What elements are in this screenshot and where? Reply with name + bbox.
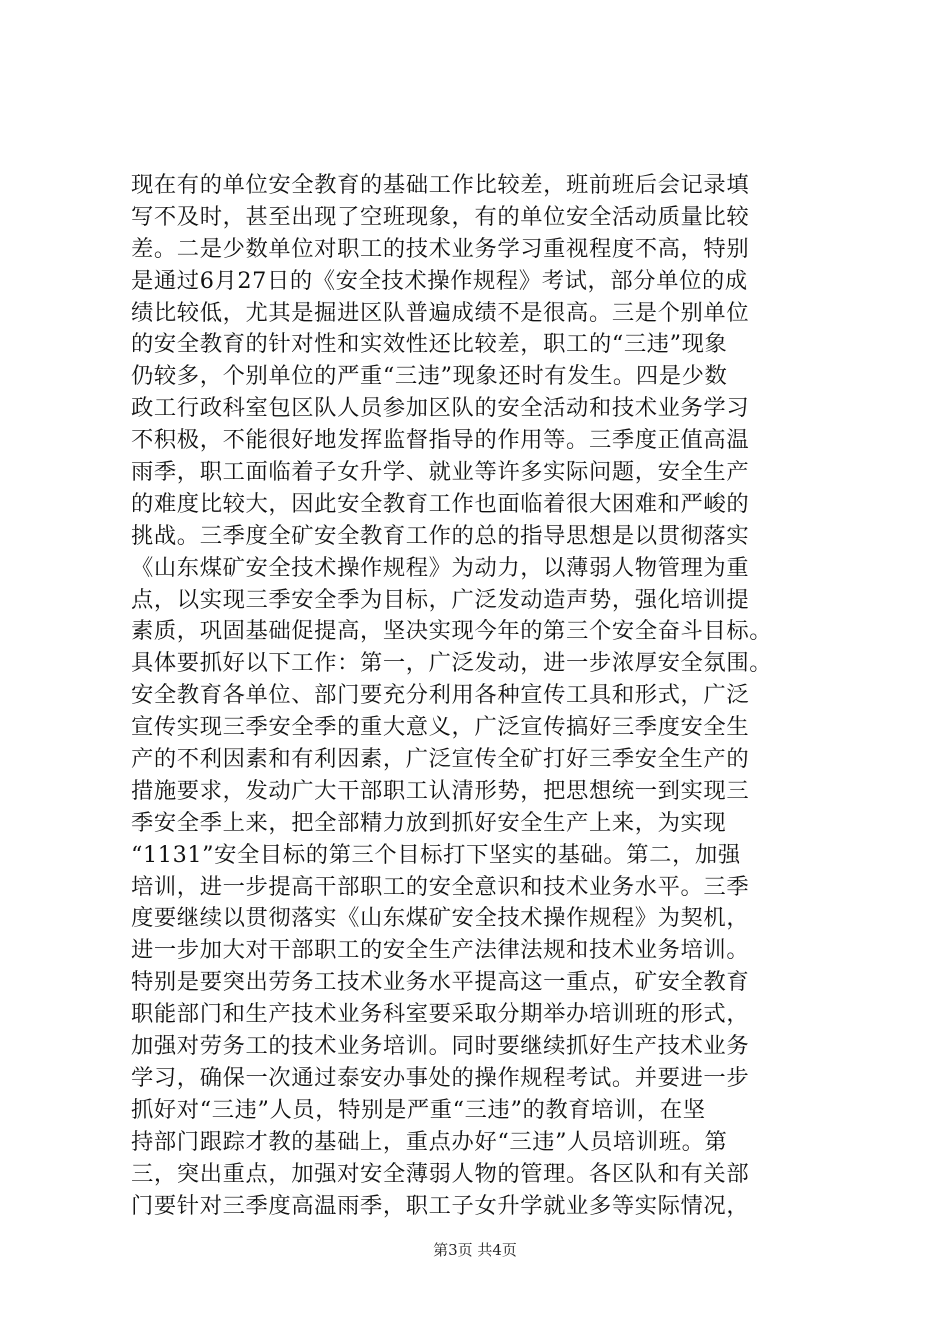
text-line: 宣传实现三季安全季的重大意义，广泛宣传搞好三季度安全生	[131, 714, 750, 741]
text-line: 措施要求，发动广大干部职工认清形势，把思想统一到实现三	[131, 777, 750, 804]
text-line: 度要继续以贯彻落实《山东煤矿安全技术操作规程》为契机，	[131, 905, 750, 932]
text-line: 差。二是少数单位对职工的技术业务学习重视程度不高，特别	[131, 235, 750, 262]
text-line: 加强对劳务工的技术业务培训。同时要继续抓好生产技术业务	[131, 1033, 750, 1060]
text-line: 抓好对“三违”人员，特别是严重“三违”的教育培训，在坚	[131, 1096, 706, 1123]
text-line: 挑战。三季度全矿安全教育工作的总的指导思想是以贯彻落实	[131, 522, 750, 549]
text-line: 具体要抓好以下工作：第一，广泛发动，进一步浓厚安全氛围。	[131, 650, 773, 677]
text-line: 的难度比较大，因此安全教育工作也面临着很大困难和严峻的	[131, 490, 750, 517]
text-line: 点，以实现三季安全季为目标，广泛发动造声势，强化培训提	[131, 586, 750, 613]
text-line: 政工行政科室包区队人员参加区队的安全活动和技术业务学习	[131, 395, 750, 422]
text-line: 绩比较低，尤其是掘进区队普遍成绩不是很高。三是个别单位	[131, 299, 750, 326]
text-line: 持部门跟踪才教的基础上，重点办好“三违”人员培训班。第	[131, 1128, 728, 1155]
text-line: 职能部门和生产技术业务科室要采取分期举办培训班的形式，	[131, 1001, 750, 1028]
text-line: 特别是要突出劳务工技术业务水平提高这一重点，矿安全教育	[131, 969, 750, 996]
text-line: 《山东煤矿安全技术操作规程》为动力，以薄弱人物管理为重	[131, 554, 750, 581]
text-line: 的安全教育的针对性和实效性还比较差，职工的“三违”现象	[131, 331, 728, 358]
text-line: 不积极，不能很好地发挥监督指导的作用等。三季度正值高温	[131, 427, 750, 454]
text-line: 三，突出重点，加强对安全薄弱人物的管理。各区队和有关部	[131, 1160, 750, 1187]
text-line: 雨季，职工面临着子女升学、就业等许多实际问题，安全生产	[131, 459, 750, 486]
text-line: 现在有的单位安全教育的基础工作比较差，班前班后会记录填	[131, 172, 750, 198]
text-line: 培训，进一步提高干部职工的安全意识和技术业务水平。三季	[131, 873, 750, 900]
text-line: 进一步加大对干部职工的安全生产法律法规和技术业务培训。	[131, 937, 750, 964]
text-line: “1131”安全目标的第三个目标打下坚实的基础。第二，加强	[131, 841, 741, 868]
text-line: 门要针对三季度高温雨季，职工子女升学就业多等实际情况，	[131, 1192, 750, 1219]
text-line: 素质，巩固基础促提高，坚决实现今年的第三个安全奋斗目标。	[131, 618, 773, 645]
text-line: 学习，确保一次通过泰安办事处的操作规程考试。并要进一步	[131, 1064, 750, 1091]
text-line: 写不及时，甚至出现了空班现象，有的单位安全活动质量比较	[131, 203, 750, 230]
text-line: 是通过6月27日的《安全技术操作规程》考试，部分单位的成	[131, 267, 748, 294]
text-line: 仍较多，个别单位的严重“三违”现象还时有发生。四是少数	[131, 363, 728, 390]
page-number-footer: 第3页 共4页	[433, 1241, 517, 1259]
body-text	[131, 170, 851, 1222]
text-line: 产的不利因素和有利因素，广泛宣传全矿打好三季安全生产的	[131, 746, 750, 773]
text-line: 安全教育各单位、部门要充分利用各种宣传工具和形式，广泛	[131, 682, 750, 709]
text-line: 季安全季上来，把全部精力放到抓好安全生产上来，为实现	[131, 809, 727, 836]
